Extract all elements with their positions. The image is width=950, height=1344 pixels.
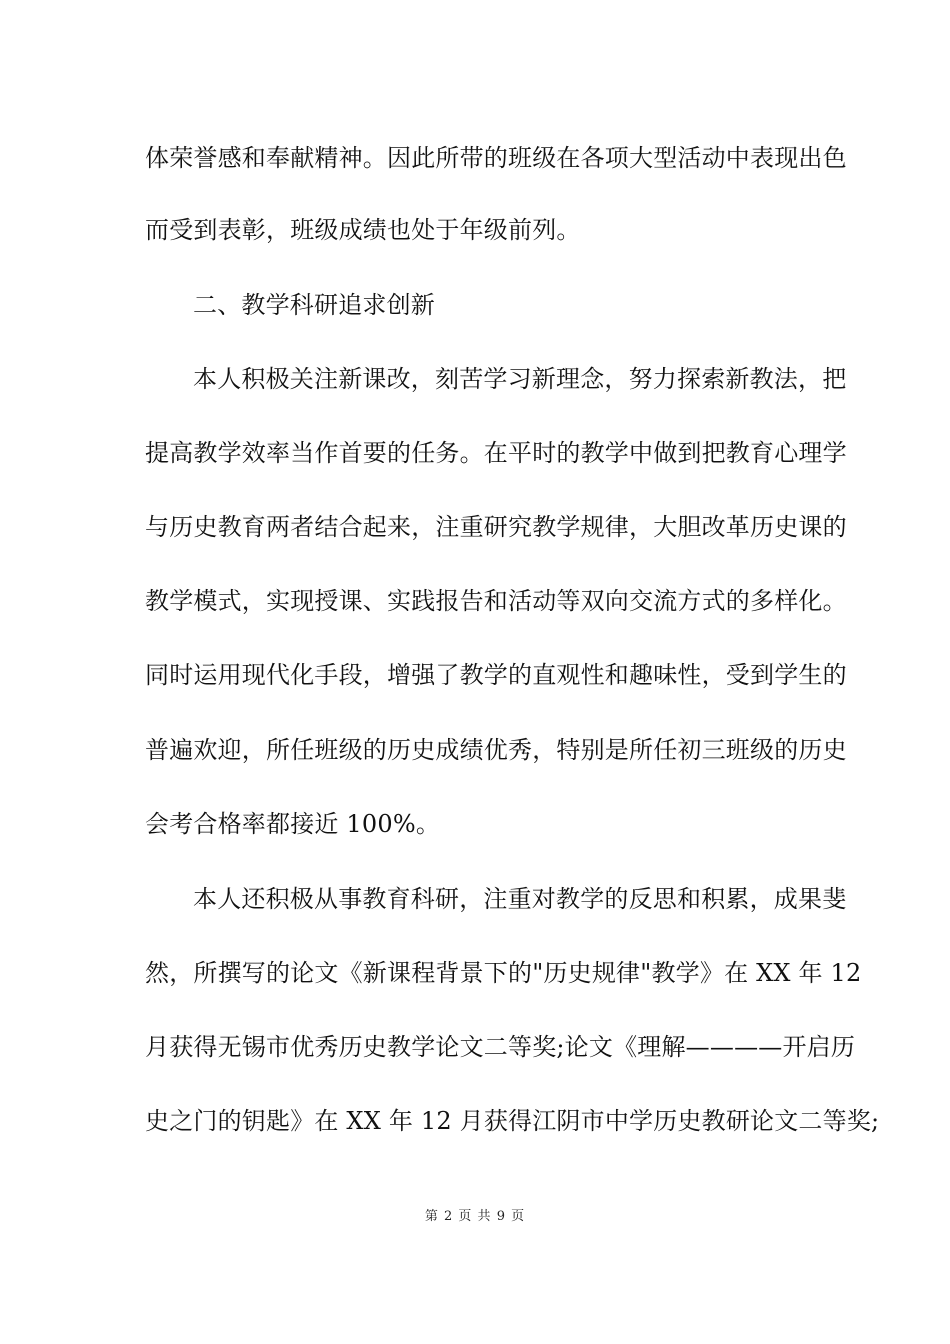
- text-line: 会考合格率都接近 100%。: [145, 810, 441, 838]
- text-line: 体荣誉感和奉献精神。因此所带的班级在各项大型活动中表现出色: [145, 144, 847, 172]
- text-line: 提高教学效率当作首要的任务。在平时的教学中做到把教育心理学: [145, 439, 847, 467]
- text-line: 然，所撰写的论文《新课程背景下的"历史规律"教学》在 XX 年 12: [145, 959, 862, 987]
- text-line: 普遍欢迎，所任班级的历史成绩优秀，特别是所任初三班级的历史: [145, 736, 847, 764]
- text-line: 月获得无锡市优秀历史教学论文二等奖;论文《理解————开启历: [145, 1033, 856, 1061]
- text-line: 与历史教育两者结合起来，注重研究教学规律，大胆改革历史课的: [145, 513, 847, 541]
- text-line: 史之门的钥匙》在 XX 年 12 月获得江阴市中学历史教研论文二等奖;: [145, 1107, 880, 1135]
- text-line: 本人还积极从事教育科研，注重对教学的反思和积累，成果斐: [193, 885, 847, 913]
- text-line: 教学模式，实现授课、实践报告和活动等双向交流方式的多样化。: [145, 587, 847, 615]
- text-line: 本人积极关注新课改，刻苦学习新理念，努力探索新教法，把: [193, 365, 847, 393]
- page-footer: 第 2 页 共 9 页: [424, 1209, 526, 1224]
- text-line: 而受到表彰，班级成绩也处于年级前列。: [145, 216, 581, 244]
- text-line: 同时运用现代化手段，增强了教学的直观性和趣味性，受到学生的: [145, 661, 847, 689]
- section-heading: 二、教学科研追求创新: [193, 291, 435, 319]
